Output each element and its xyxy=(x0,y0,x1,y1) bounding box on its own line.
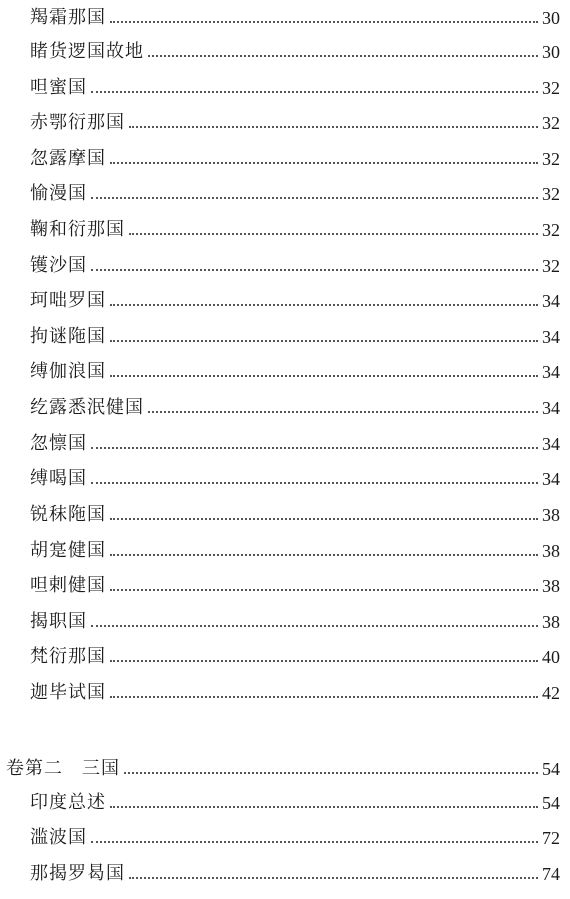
toc-entry-page: 38 xyxy=(542,576,560,596)
dot-leader xyxy=(129,233,538,235)
toc-entry-title: 珂咄罗国 xyxy=(30,290,106,311)
toc-entry-title: 缚伽浪国 xyxy=(30,361,106,382)
toc-entry-page: 54 xyxy=(542,793,560,813)
toc-entry-title: 镬沙国 xyxy=(30,255,87,276)
toc-entry-title: 印度总述 xyxy=(30,792,106,813)
toc-entry xyxy=(30,394,560,422)
toc-entry-page: 34 xyxy=(542,291,560,311)
toc-entry xyxy=(30,4,560,32)
toc-entry-title: 忽懔国 xyxy=(30,433,87,454)
toc-entry-title: 睹货逻国故地 xyxy=(30,41,144,62)
dot-leader xyxy=(110,806,538,808)
dot-leader xyxy=(110,660,538,662)
dot-leader xyxy=(110,304,538,306)
toc-entry-page: 30 xyxy=(542,42,560,62)
toc-chapter-entry xyxy=(6,755,560,783)
toc-entry xyxy=(30,608,560,636)
toc-entry-page: 30 xyxy=(542,8,560,28)
toc-entry xyxy=(30,74,560,102)
dot-leader xyxy=(129,126,538,128)
toc-entry-page: 32 xyxy=(542,256,560,276)
toc-entry xyxy=(30,679,560,707)
dot-leader xyxy=(91,625,538,627)
toc-entry xyxy=(30,465,560,493)
toc-entry xyxy=(30,358,560,386)
toc-entry-title: 呾蜜国 xyxy=(30,77,87,98)
toc-entry-title: 迦毕试国 xyxy=(30,682,106,703)
dot-leader xyxy=(91,269,538,271)
dot-leader xyxy=(110,554,538,556)
toc-entry-title: 拘谜陁国 xyxy=(30,326,106,347)
toc-entry xyxy=(30,501,560,529)
toc-entry-page: 34 xyxy=(542,362,560,382)
toc-entry xyxy=(30,323,560,351)
toc-entry xyxy=(30,643,560,671)
dot-leader xyxy=(91,91,538,93)
toc-entry-page: 74 xyxy=(542,864,560,884)
toc-entry-title: 鞠和衍那国 xyxy=(30,219,125,240)
toc-entry-title: 纥露悉泯健国 xyxy=(30,397,144,418)
toc-entry-page: 32 xyxy=(542,149,560,169)
toc-entry-title: 赤鄂衍那国 xyxy=(30,112,125,133)
dot-leader xyxy=(110,375,538,377)
dot-leader xyxy=(148,55,538,57)
toc-entry xyxy=(30,109,560,137)
toc-entry xyxy=(30,287,560,315)
toc-entry-page: 38 xyxy=(542,612,560,632)
toc-entry-title: 呾剌健国 xyxy=(30,575,106,596)
toc-entry-page: 34 xyxy=(542,434,560,454)
dot-leader xyxy=(91,447,538,449)
toc-entry-title: 缚喝国 xyxy=(30,468,87,489)
toc-entry xyxy=(30,572,560,600)
toc-entry-title: 愉漫国 xyxy=(30,183,87,204)
toc-entry-page: 38 xyxy=(542,541,560,561)
dot-leader xyxy=(110,518,538,520)
dot-leader xyxy=(148,411,538,413)
toc-entry-page: 34 xyxy=(542,398,560,418)
toc-entry-title: 胡寔健国 xyxy=(30,540,106,561)
toc-entry xyxy=(30,180,560,208)
toc-entry xyxy=(30,537,560,565)
dot-leader xyxy=(110,21,538,23)
toc-entry-title: 梵衍那国 xyxy=(30,646,106,667)
toc-entry xyxy=(30,252,560,280)
toc-entry-page: 54 xyxy=(542,759,560,779)
toc-entry-title: 锐秣陁国 xyxy=(30,504,106,525)
toc-entry xyxy=(30,145,560,173)
toc-entry-page: 32 xyxy=(542,184,560,204)
toc-entry xyxy=(30,824,560,852)
toc-entry xyxy=(30,789,560,817)
dot-leader xyxy=(91,482,538,484)
dot-leader xyxy=(91,197,538,199)
dot-leader xyxy=(129,877,538,879)
toc-entry-title: 忽露摩国 xyxy=(30,148,106,169)
toc-entry-page: 72 xyxy=(542,828,560,848)
toc-entry xyxy=(30,860,560,888)
toc-entry-title: 羯霜那国 xyxy=(30,7,106,28)
dot-leader xyxy=(110,696,538,698)
toc-entry-title: 揭职国 xyxy=(30,611,87,632)
dot-leader xyxy=(110,162,538,164)
dot-leader xyxy=(91,841,538,843)
toc-entry-page: 32 xyxy=(542,78,560,98)
toc-entry-page: 34 xyxy=(542,327,560,347)
toc-entry-page: 40 xyxy=(542,647,560,667)
dot-leader xyxy=(124,772,538,774)
toc-entry-title: 那揭罗曷国 xyxy=(30,863,125,884)
dot-leader xyxy=(110,340,538,342)
toc-entry xyxy=(30,430,560,458)
toc-entry-title: 滥波国 xyxy=(30,827,87,848)
toc-entry xyxy=(30,38,560,66)
toc-entry-page: 32 xyxy=(542,113,560,133)
toc-entry-page: 34 xyxy=(542,469,560,489)
toc-entry-page: 38 xyxy=(542,505,560,525)
toc-entry-page: 32 xyxy=(542,220,560,240)
dot-leader xyxy=(110,589,538,591)
toc-entry-page: 42 xyxy=(542,683,560,703)
toc-entry-title: 卷第二 三国 xyxy=(6,758,120,779)
toc-entry xyxy=(30,216,560,244)
